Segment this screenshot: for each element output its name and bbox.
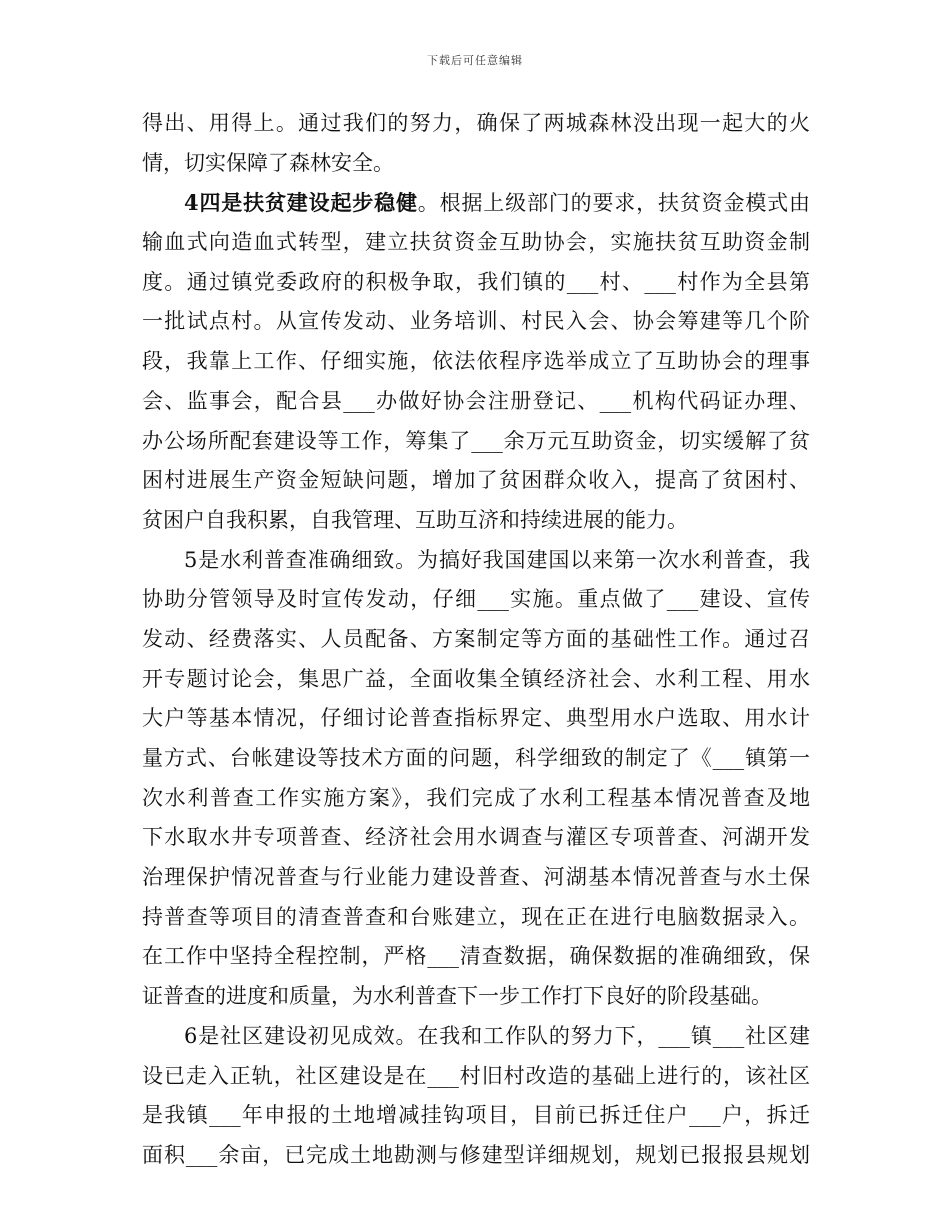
paragraph-community-construction	[142, 1017, 810, 1176]
text-line: 发动、经费落实、人员配备、方案制定等方面的基础性工作。通过召	[142, 626, 810, 651]
text-line: 困村进展生产资金短缺问题，增加了贫困群众收入，提高了贫困村、	[142, 468, 810, 493]
text-line: 设已走入正轨，社区建设是在___村旧村改造的基础上进行的，该社区	[142, 1063, 810, 1088]
text-line: 开专题讨论会，集思广益，全面收集全镇经济社会、水利工程、用水	[142, 666, 810, 691]
text-line: 协助分管领导及时宣传发动，仔细___实施。重点做了___建设、宣传	[142, 587, 810, 612]
text-line: 段，我靠上工作、仔细实施，依法依程序选举成立了互助协会的理事	[142, 349, 810, 374]
text-line: 持普查等项目的清查普查和台账建立，现在正在进行电脑数据录入。	[142, 904, 810, 929]
text-line: 治理保护情况普查与行业能力建设普查、河湖基本情况普查与水土保	[142, 865, 810, 890]
text-run: 。根据上级部门的要求，扶贫资金模式由	[417, 191, 810, 216]
text-line: 输血式向造血式转型，建立扶贫资金互助协会，实施扶贫互助资金制	[142, 230, 810, 255]
paragraph-water-census	[142, 541, 810, 1017]
text-line: 贫困户自我积累，自我管理、互助互济和持续进展的能力。	[142, 507, 688, 532]
text-line: 在工作中坚持全程控制，严格___清查数据，确保数据的准确细致，保	[142, 944, 810, 969]
text-line: 次水利普查工作实施方案》，我们完成了水利工程基本情况普查及地	[142, 785, 810, 810]
document-body	[142, 104, 810, 1176]
text-line: 面积___余亩，已完成土地勘测与修建型详细规划，规划已报报县规划	[142, 1142, 810, 1167]
text-line: 会、监事会，配合县___办做好协会注册登记、___机构代码证办理、	[142, 388, 810, 413]
text-line: 一批试点村。从宣传发动、业务培训、村民入会、协会筹建等几个阶	[142, 309, 810, 334]
text-line: 是我镇___年申报的土地增减挂钩项目，目前已拆迁住户___户，拆迁	[142, 1103, 810, 1128]
paragraph-forest-safety	[142, 104, 810, 183]
text-line: 得出、用得上。通过我们的努力，确保了两城森林没出现一起大的火	[142, 111, 810, 135]
text-line: 证普查的进度和质量，为水利普查下一步工作打下良好的阶段基础。	[142, 984, 772, 1009]
text-line: 度。通过镇党委政府的积极争取，我们镇的___村、___村作为全县第	[142, 269, 810, 294]
paragraph-heading: 4四是扶贫建设起步稳健	[184, 190, 418, 216]
text-line: 6是社区建设初见成效。在我和工作队的努力下，___镇___社区建	[184, 1023, 810, 1048]
text-line	[142, 183, 810, 223]
text-line: 量方式、台帐建设等技术方面的问题，科学细致的制定了《___镇第一	[142, 746, 810, 770]
text-line: 大户等基本情况，仔细讨论普查指标界定、典型用水户选取、用水计	[142, 706, 810, 731]
text-line: 情，切实保障了森林安全。	[142, 150, 394, 175]
text-line: 办公场所配套建设等工作，筹集了___余万元互助资金，切实缓解了贫	[142, 428, 810, 453]
paragraph-poverty-alleviation	[142, 183, 810, 540]
text-line: 下水取水井专项普查、经济社会用水调查与灌区专项普查、河湖开发	[142, 825, 810, 850]
text-line: 5是水利普查准确细致。为搞好我国建国以来第一次水利普查，我	[184, 547, 810, 572]
page-header: 下载后可任意编辑	[427, 54, 523, 67]
